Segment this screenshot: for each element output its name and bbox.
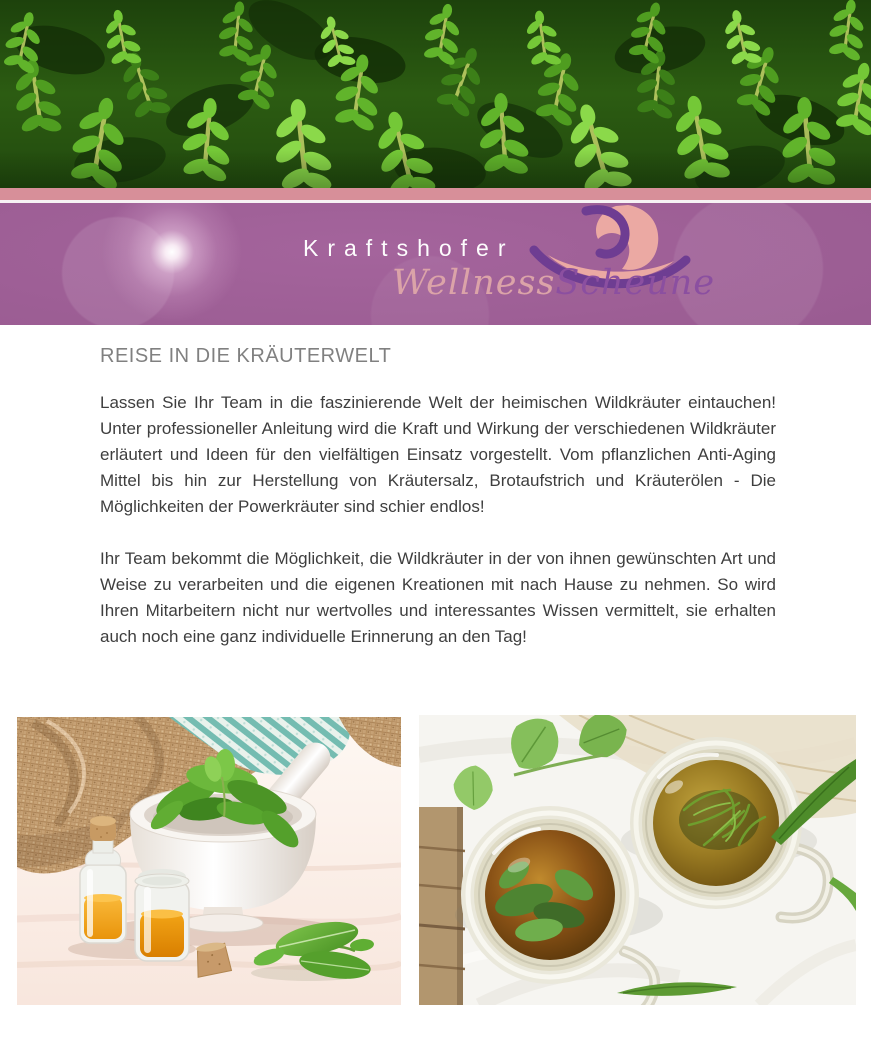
brand-banner (0, 203, 871, 325)
brand-name: Kraftshofer (303, 235, 515, 261)
mortar-pestle-photo (17, 717, 401, 1005)
pink-separator-bar (0, 188, 871, 200)
herb-hedge-illustration (0, 0, 871, 188)
brand-script-wellness: Wellness (392, 263, 556, 303)
herb-hedge-photo (0, 0, 871, 188)
body-paragraph-2: Ihr Team bekommt die Möglichkeit, die Wildkräuter in der von ihnen gewünschten Art und Weise zu verarbeiten und die eigenen Kreationen mit nach Hause zu nehmen. So wird Ihren Mitarbeitern nicht nur wertvolles und interessantes Wissen vermittelt, sie erhalten auch noch eine ganz individuelle Erinnerung an den Tag! (100, 549, 776, 646)
brand-script-scheune: Scheune (555, 263, 716, 303)
herbal-tea-photo (419, 715, 856, 1005)
body-copy (100, 342, 776, 676)
body-paragraph-1: Lassen Sie Ihr Team in die faszinierende Welt der heimischen Wildkräuter eintauchen! Unter professioneller Anleitung wird die Kraft und Wirkung der verschiedenen Wildkräuter erläutert und Ideen für den vielfältigen Einsatz vorgestellt. Vom pflanzlichen Anti-Aging Mittel bis hin zur Herstellung von Kräutersalz, Brotaufstrich und Kräuterölen - Die Möglichkeiten der Powerkräuter sind schier endlos! (100, 393, 776, 516)
brand-script-name (392, 263, 715, 303)
section-title: REISE IN DIE KRÄUTERWELT (100, 345, 392, 367)
